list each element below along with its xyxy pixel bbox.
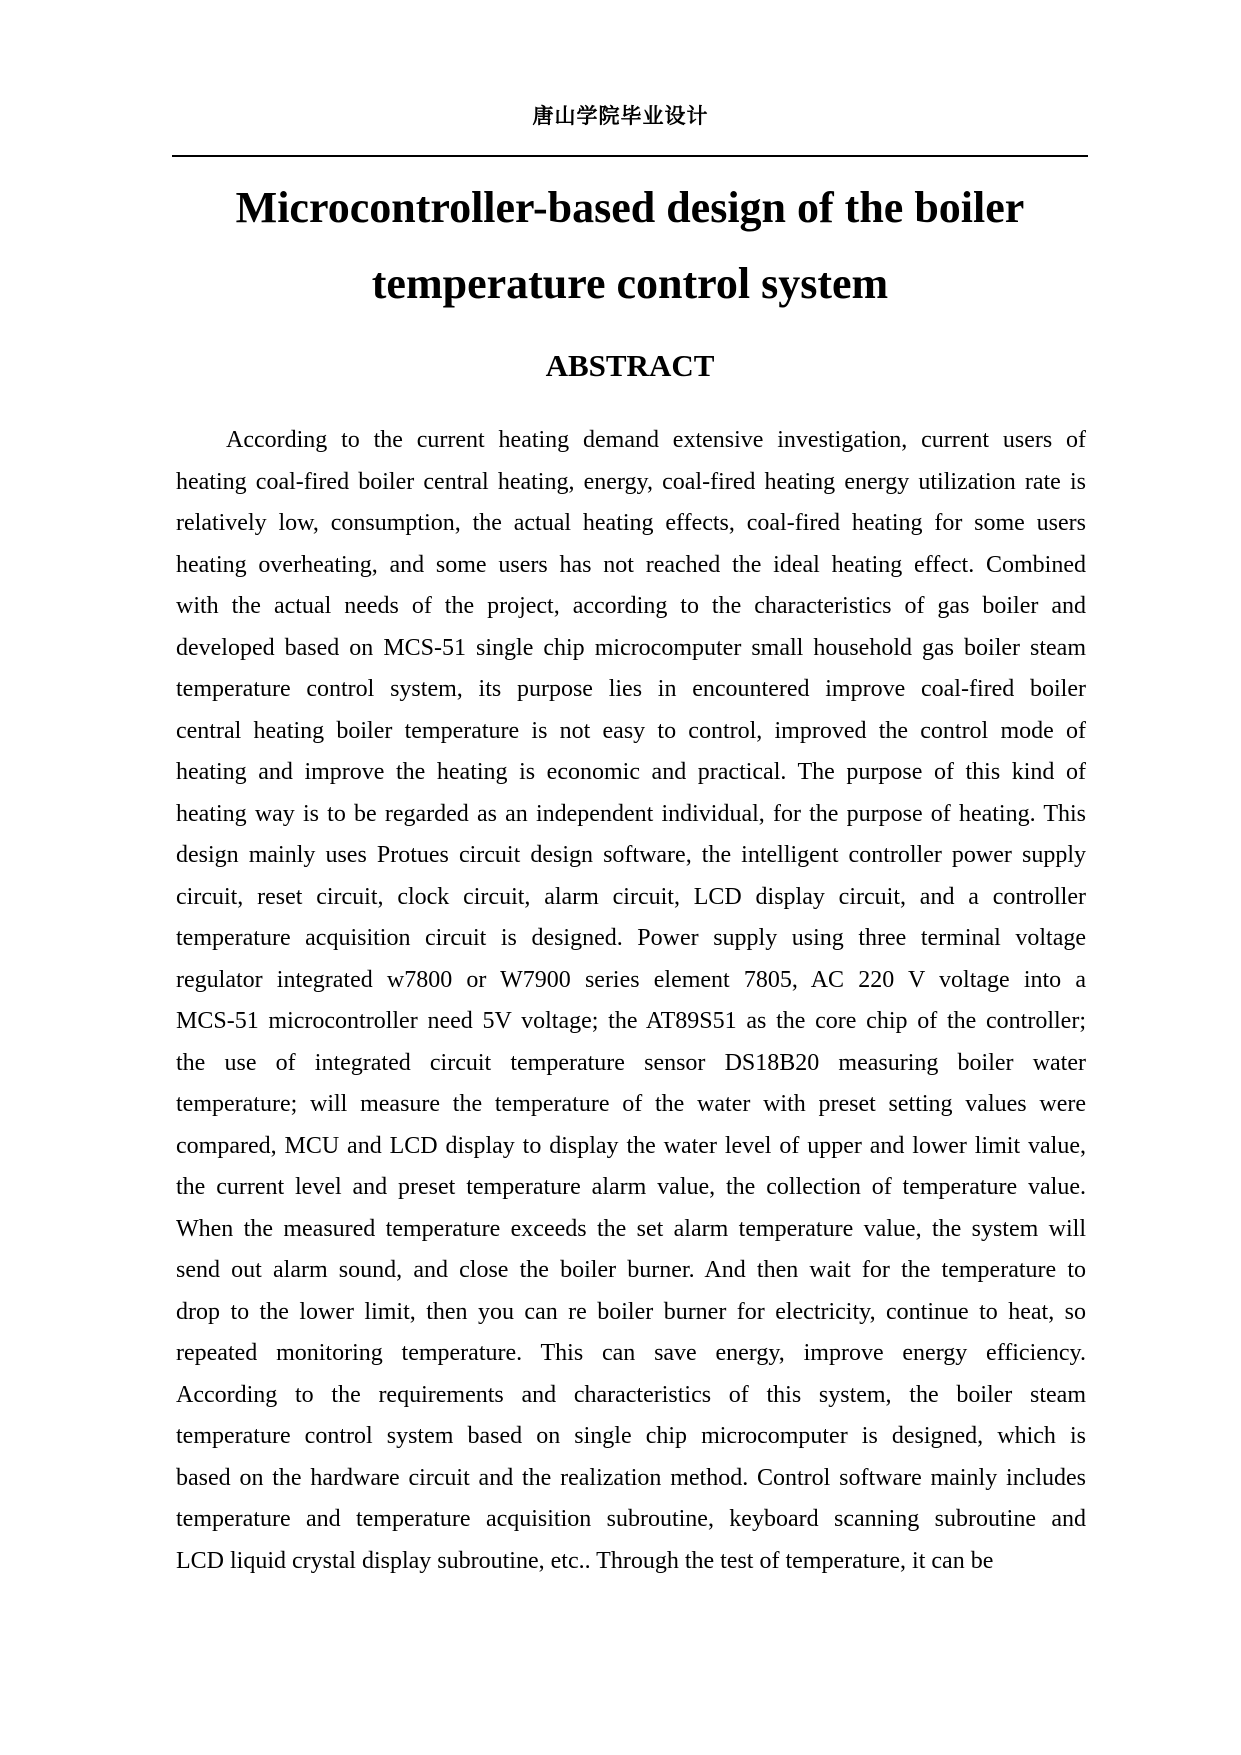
abstract-line: drop to the lower limit, then you can re boiler burner for electricity, continue to heat, so	[176, 1298, 1086, 1325]
abstract-line: heating and improve the heating is economic and practical. The purpose of this kind of	[176, 759, 1086, 785]
abstract-line: regulator integrated w7800 or W7900 series element 7805, AC 220 V voltage into a	[176, 966, 1086, 993]
abstract-line: repeated monitoring temperature. This can save energy, improve energy efficiency.	[176, 1340, 1086, 1366]
abstract-line: temperature acquisition circuit is designed. Power supply using three terminal voltage	[176, 925, 1086, 951]
abstract-line: send out alarm sound, and close the boiler burner. And then wait for the temperature to	[176, 1257, 1086, 1283]
abstract-line: design mainly uses Protues circuit design software, the intelligent controller power supply	[176, 842, 1086, 868]
abstract-line: with the actual needs of the project, according to the characteristics of gas boiler and	[176, 593, 1086, 619]
abstract-line: temperature control system based on single chip microcomputer is designed, which is	[176, 1423, 1086, 1449]
abstract-line: the use of integrated circuit temperature sensor DS18B20 measuring boiler water	[176, 1049, 1086, 1076]
abstract-line: central heating boiler temperature is not easy to control, improved the control mode of	[176, 717, 1086, 744]
abstract-heading: ABSTRACT	[545, 348, 715, 383]
running-header: 唐山学院毕业设计	[532, 104, 709, 128]
abstract-line: developed based on MCS-51 single chip microcomputer small household gas boiler steam	[176, 634, 1086, 661]
abstract-line: temperature and temperature acquisition subroutine, keyboard scanning subroutine and	[176, 1506, 1086, 1532]
paper-title	[172, 170, 1088, 322]
abstract-line: heating way is to be regarded as an independent individual, for the purpose of heating. This	[176, 800, 1086, 827]
abstract-line: compared, MCU and LCD display to display the water level of upper and lower limit value,	[176, 1132, 1086, 1159]
abstract-line: relatively low, consumption, the actual heating effects, coal-fired heating for some users	[176, 510, 1086, 536]
abstract-line: circuit, reset circuit, clock circuit, alarm circuit, LCD display circuit, and a controller	[176, 883, 1086, 910]
abstract-line: heating overheating, and some users has not reached the ideal heating effect. Combined	[176, 551, 1086, 578]
abstract-line: According to the requirements and characteristics of this system, the boiler steam	[176, 1381, 1086, 1408]
abstract-line: According to the current heating demand extensive investigation, current users of	[226, 427, 1086, 453]
abstract-line: LCD liquid crystal display subroutine, etc.. Through the test of temperature, it can be	[176, 1547, 994, 1574]
abstract-line: the current level and preset temperature alarm value, the collection of temperature value.	[176, 1174, 1086, 1200]
abstract-paragraph	[176, 420, 1086, 1582]
header-divider	[172, 155, 1088, 157]
abstract-line: temperature control system, its purpose lies in encountered improve coal-fired boiler	[176, 676, 1086, 702]
abstract-line: When the measured temperature exceeds the set alarm temperature value, the system will	[176, 1215, 1086, 1242]
abstract-line: heating coal-fired boiler central heating, energy, coal-fired heating energy utilization rate is	[176, 468, 1086, 495]
paper-title-line: temperature control system	[371, 259, 889, 308]
paper-title-line: Microcontroller-based design of the boiler	[235, 183, 1025, 232]
abstract-line: temperature; will measure the temperature of the water with preset setting values were	[176, 1091, 1086, 1117]
abstract-line: based on the hardware circuit and the realization method. Control software mainly includes	[176, 1464, 1086, 1491]
abstract-line: MCS-51 microcontroller need 5V voltage; the AT89S51 as the core chip of the controller;	[176, 1008, 1086, 1034]
